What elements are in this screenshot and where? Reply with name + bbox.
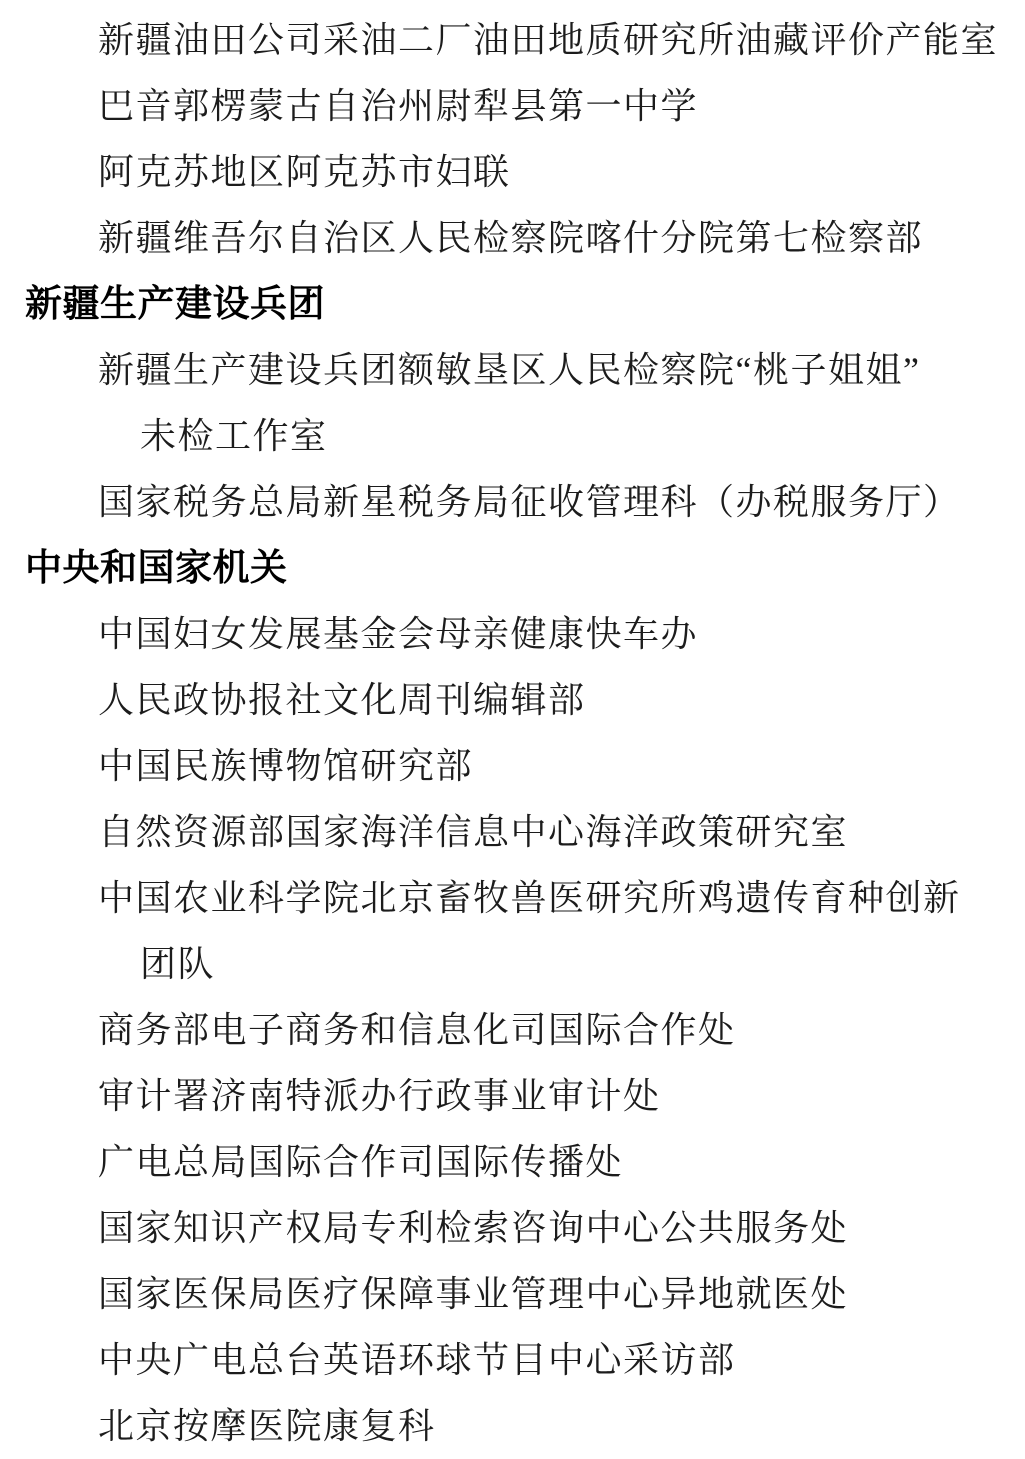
org-list-item: 阿克苏地区阿克苏市妇联 [98, 152, 511, 192]
org-list-item-continuation: 团队 [140, 944, 216, 984]
section-header-xinjiang-corps: 新疆生产建设兵团 [25, 283, 325, 324]
org-list-item-continuation: 未检工作室 [140, 416, 328, 456]
org-list-item: 人民政协报社文化周刊编辑部 [98, 680, 586, 720]
org-list-item: 中国民族博物馆研究部 [98, 746, 474, 786]
org-list-item: 国家医保局医疗保障事业管理中心异地就医处 [98, 1274, 849, 1314]
org-list-item: 中国农业科学院北京畜牧兽医研究所鸡遗传育种创新 [98, 878, 961, 918]
section-header-central-state-organs: 中央和国家机关 [25, 547, 288, 588]
org-list-item: 新疆生产建设兵团额敏垦区人民检察院“桃子姐姐” [98, 350, 921, 390]
org-list-item: 自然资源部国家海洋信息中心海洋政策研究室 [98, 812, 849, 852]
org-list-item: 国家税务总局新星税务局征收管理科（办税服务厅） [98, 482, 961, 522]
org-list-item: 新疆维吾尔自治区人民检察院喀什分院第七检察部 [98, 218, 924, 258]
org-list-item: 审计署济南特派办行政事业审计处 [98, 1076, 661, 1116]
org-list-item: 中国妇女发展基金会母亲健康快车办 [98, 614, 699, 654]
org-list-item: 新疆油田公司采油二厂油田地质研究所油藏评价产能室 [98, 20, 999, 60]
org-list-item: 国家知识产权局专利检索咨询中心公共服务处 [98, 1208, 849, 1248]
org-list-item: 广电总局国际合作司国际传播处 [98, 1142, 624, 1182]
org-list-item: 商务部电子商务和信息化司国际合作处 [98, 1010, 736, 1050]
org-list-item: 北京按摩医院康复科 [98, 1406, 436, 1446]
org-list-item: 中央广电总台英语环球节目中心采访部 [98, 1340, 736, 1380]
org-list-item: 巴音郭楞蒙古自治州尉犁县第一中学 [98, 86, 699, 126]
